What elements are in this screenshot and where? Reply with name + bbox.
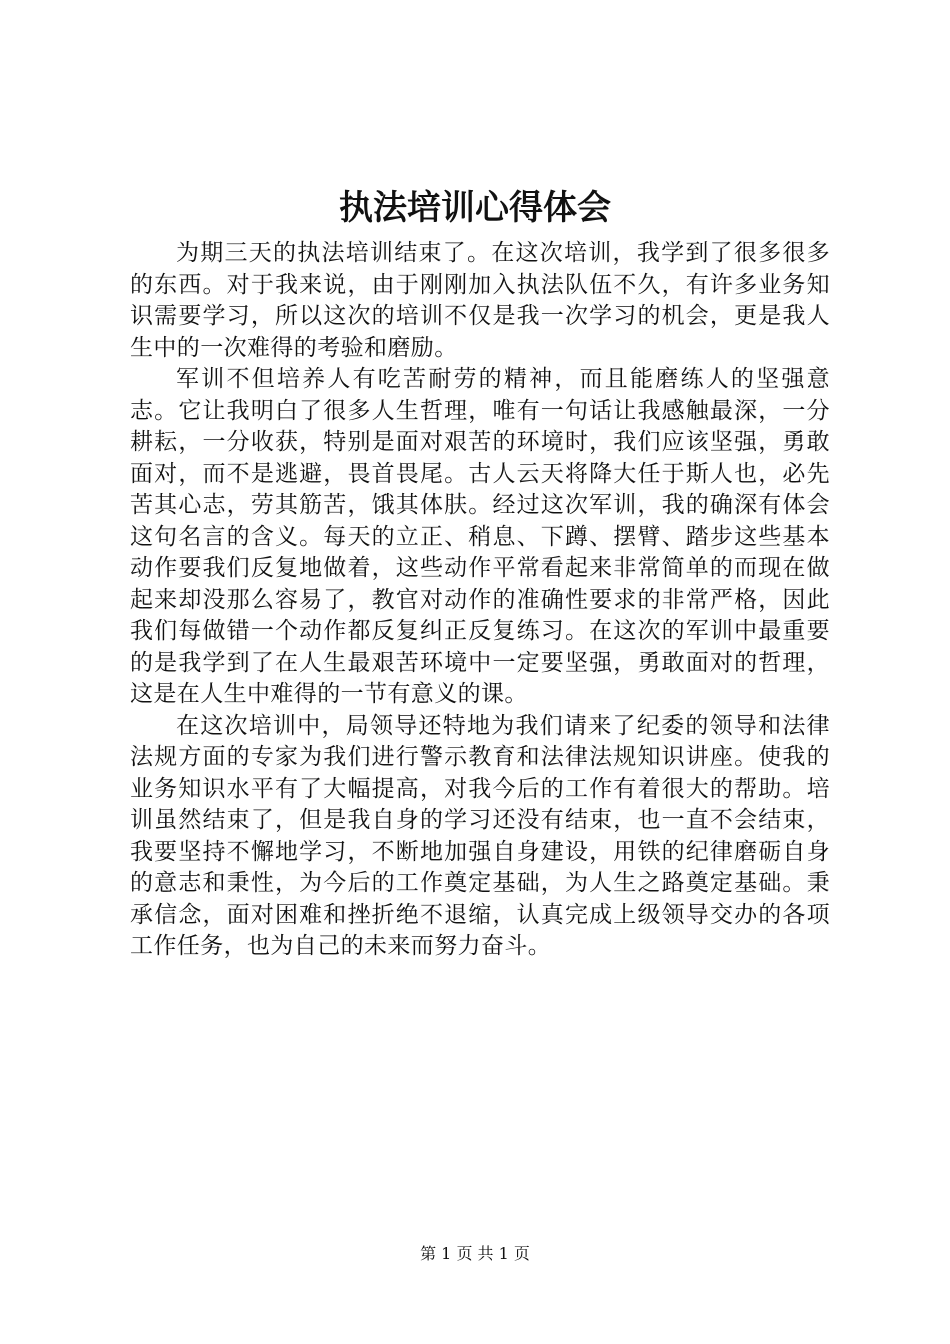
paragraph-2: 军训不但培养人有吃苦耐劳的精神，而且能磨练人的坚强意志。它让我明白了很多人生哲理，唯有一句话让我感触最深，一分耕耘，一分收获，特别是面对艰苦的环境时，我们应该坚强，勇敢面对，而不是逃避，畏首畏尾。古人云天将降大任于斯人也，必先苦其心志，劳其筋苦，饿其体肤。经过这次军训，我的确深有体会这句名言的含义。每天的立正、稍息、下蹲、摆臂、踏步这些基本动作要我们反复地做着，这些动作平常看起来非常简单的而现在做起来却没那么容易了，教官对动作的准确性要求的非常严格，因此我们每做错一个动作都反复纠正反复练习。在这次的军训中最重要的是我学到了在人生最艰苦环境中一定要坚强，勇敢面对的哲理，这是在人生中难得的一节有意义的课。 [130, 366, 830, 707]
document-body [130, 238, 830, 963]
document-title: 执法培训心得体会 [339, 188, 611, 228]
paragraph-3: 在这次培训中，局领导还特地为我们请来了纪委的领导和法律法规方面的专家为我们进行警示教育和法律法规知识讲座。使我的业务知识水平有了大幅提高，对我今后的工作有着很大的帮助。培训虽然结束了，但是我自身的学习还没有结束，也一直不会结束，我要坚持不懈地学习，不断地加强自身建设，用铁的纪律磨砺自身的意志和秉性，为今后的工作奠定基础，为人生之路奠定基础。秉承信念，面对困难和挫折绝不退缩，认真完成上级领导交办的各项工作任务，也为自己的未来而努力奋斗。 [130, 712, 830, 959]
page-number-footer: 第 1 页 共 1 页 [420, 1244, 530, 1263]
paragraph-1: 为期三天的执法培训结束了。在这次培训，我学到了很多很多的东西。对于我来说，由于刚刚加入执法队伍不久，有许多业务知识需要学习，所以这次的培训不仅是我一次学习的机会，更是我人生中的一次难得的考验和磨励。 [130, 240, 830, 361]
